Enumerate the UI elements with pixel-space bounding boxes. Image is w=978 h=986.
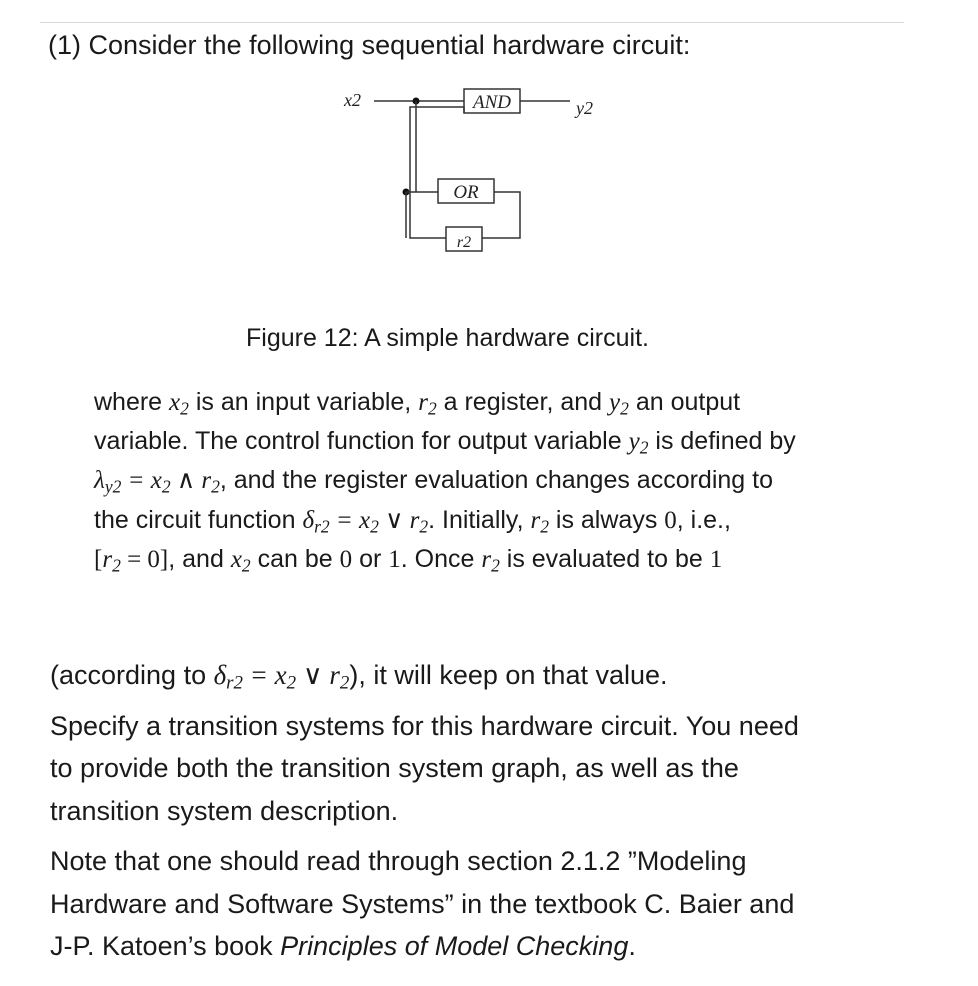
- text-line: where $x_2$ is an input variable, $r_2$ a register, and $y_2$ an output: [94, 388, 741, 419]
- question-heading: (1) Consider the following sequential hardware circuit:: [48, 30, 691, 60]
- text-line: variable. The control function for output variable $y_2$ is defined by: [94, 427, 796, 458]
- text-line: to provide both the transition system graph, as well as the: [50, 753, 739, 783]
- text-line: Hardware and Software Systems” in the textbook C. Baier and: [50, 888, 795, 919]
- paragraph-gap: [50, 697, 799, 705]
- text-line: $\lambda_{y2} = x_2$ ∧ $r_2$, and the register evaluation changes according to: [94, 466, 773, 497]
- top-divider: [40, 22, 904, 23]
- paragraph-circuit-description: [94, 383, 796, 579]
- text-line: $[r_2 = 0]$, and $x_2$ can be 0 or 1. Once $r_2$ is evaluated to be 1: [94, 544, 723, 576]
- output-label-y2: y2: [576, 98, 593, 118]
- text-line: Specify a transition systems for this hardware circuit. You need: [50, 710, 799, 741]
- paragraph-continuation: (according to $\delta_{r2} = x_2$ ∨ $r_2$), it will keep on that value.: [50, 660, 668, 694]
- text-line: the circuit function $\delta_{r2} = x_2$ ∨ $r_2$. Initially, $r_2$ is always 0, i.e.,: [94, 505, 731, 536]
- text-line: transition system description.: [50, 795, 399, 826]
- figure-caption: Figure 12: A simple hardware circuit.: [246, 324, 649, 352]
- paragraph-gap: [50, 832, 799, 840]
- or-gate-label: OR: [453, 182, 479, 203]
- circuit-diagram: [330, 84, 650, 274]
- text-line: Note that one should read through section 2.1.2 ”Modeling: [50, 846, 747, 876]
- register-label: r2: [456, 234, 472, 251]
- feedback-to-and-wire: [410, 107, 464, 238]
- text-line: J-P. Katoen’s book Principles of Model Checking.: [50, 931, 636, 961]
- and-gate-label: AND: [473, 92, 511, 113]
- book-title: Principles of Model Checking: [280, 931, 629, 961]
- lower-text-block: [50, 654, 799, 968]
- input-label-x2: x2: [344, 90, 361, 110]
